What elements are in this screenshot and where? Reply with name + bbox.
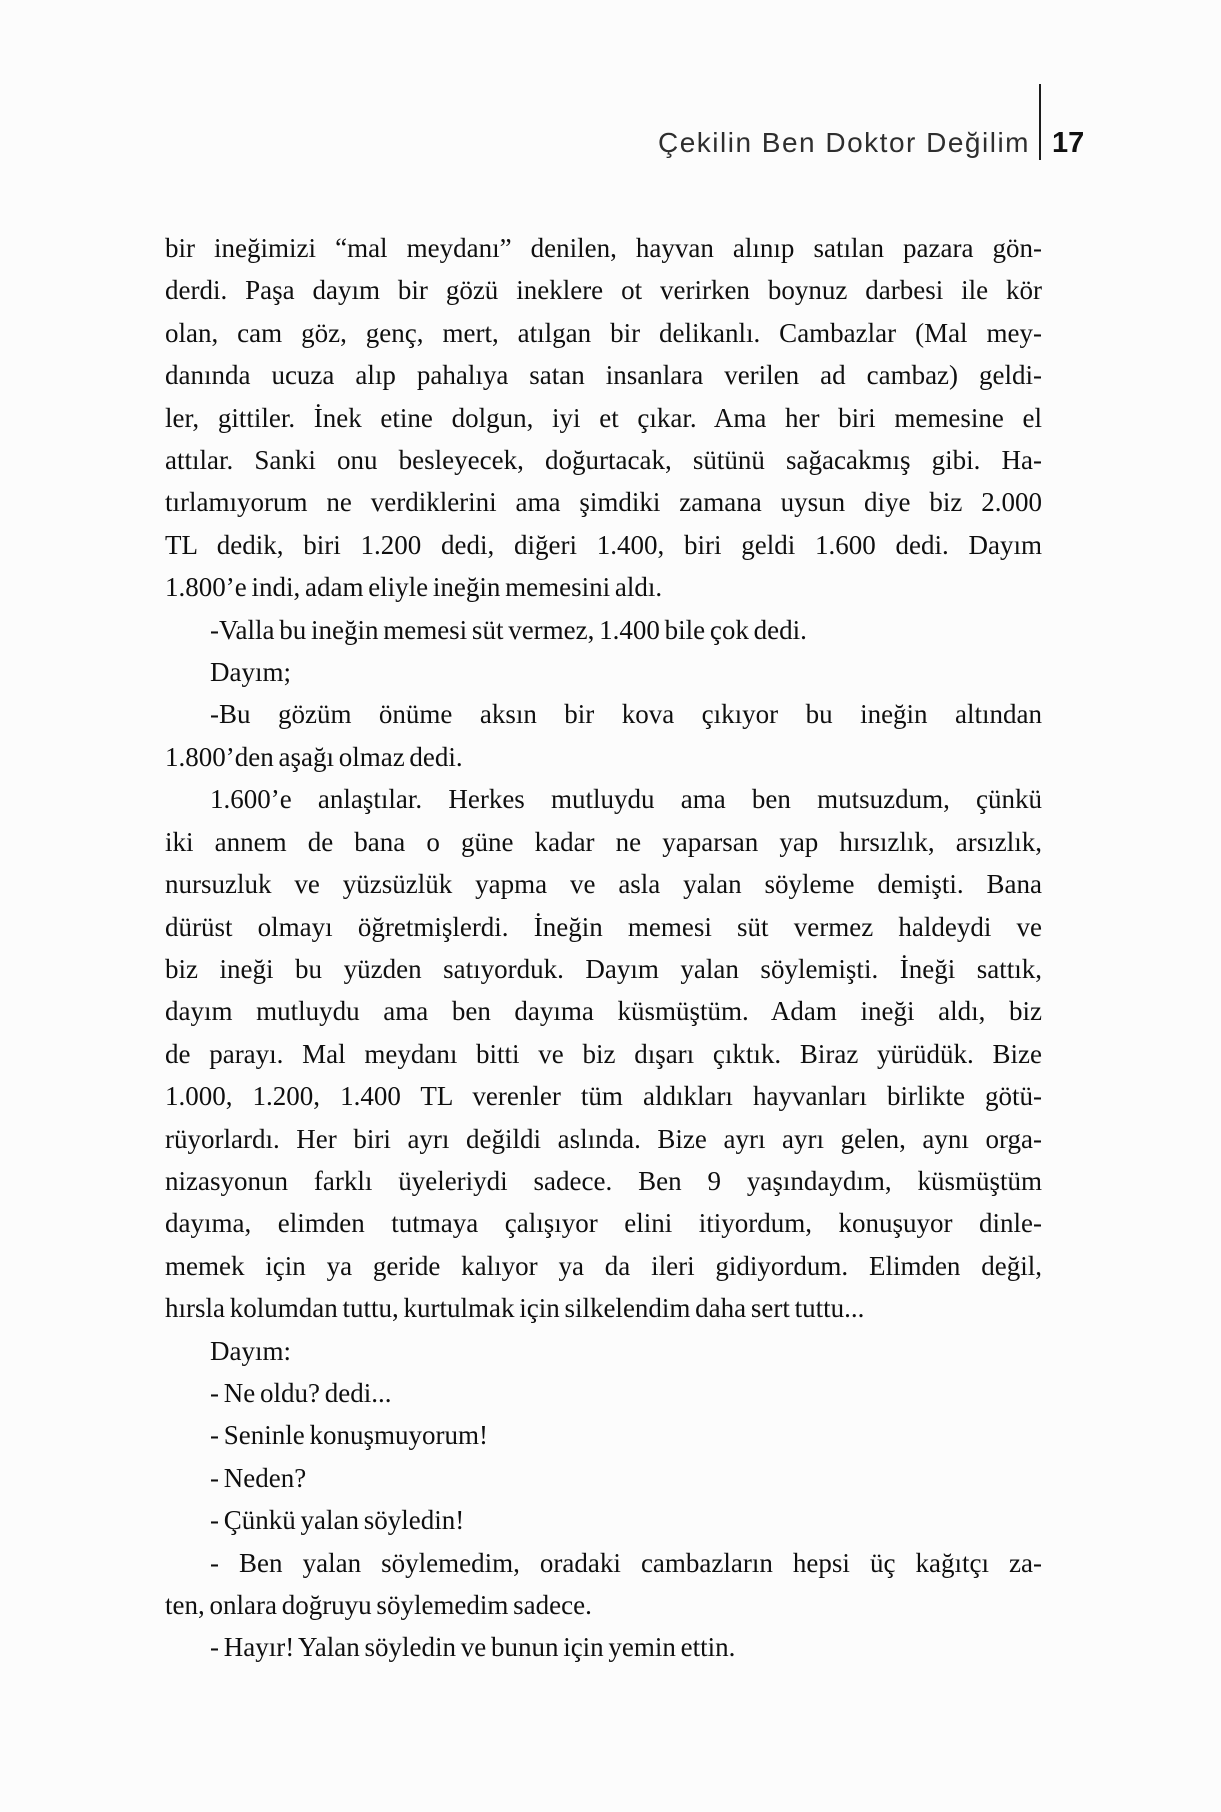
text-line: rüyorlardı. Her biri ayrı değildi aslında. Bize ayrı ayrı gelen, aynı orga- <box>165 1123 1042 1154</box>
paragraph <box>165 1542 1042 1627</box>
text-line: dayıma, elimden tutmaya çalışıyor elini itiyordum, konuşuyor dinle- <box>165 1208 1042 1239</box>
text-line: - Çünkü yalan söyledin! <box>210 1505 465 1536</box>
text-line: 1.000, 1.200, 1.400 TL verenler tüm aldıkları hayvanları birlikte götü- <box>165 1081 1042 1112</box>
text-line: iki annem de bana o güne kadar ne yaparsan yap hırsızlık, arsızlık, <box>165 826 1042 857</box>
text-line: memek için ya geride kalıyor ya da ileri gidiyordum. Elimden değil, <box>165 1250 1042 1281</box>
text-line: Dayım; <box>210 657 291 688</box>
paragraph <box>165 1330 1042 1372</box>
text-line: dayım mutluydu ama ben dayıma küsmüştüm. Adam ineği aldı, biz <box>165 996 1042 1027</box>
text-line: attılar. Sanki onu besleyecek, doğurtacak, sütünü sağacakmış gibi. Ha- <box>165 445 1042 476</box>
text-line: -Valla bu ineğin memesi süt vermez, 1.400 bile çok dedi. <box>210 614 807 645</box>
text-line: nizasyonun farklı üyeleriydi sadece. Ben 9 yaşındaydım, küsmüştüm <box>165 1165 1042 1196</box>
text-line: -Bu gözüm önüme aksın bir kova çıkıyor bu ineğin altından <box>210 699 1042 730</box>
paragraph <box>165 227 1042 609</box>
paragraph <box>165 1414 1042 1456</box>
paragraph <box>165 1372 1042 1414</box>
text-line: bir ineğimizi “mal meydanı” denilen, hayvan alınıp satılan pazara gön- <box>165 233 1042 263</box>
header-divider-line <box>1039 84 1041 160</box>
paragraph <box>165 609 1042 651</box>
text-block <box>165 227 1042 1669</box>
text-line: nursuzluk ve yüzsüzlük yapma ve asla yalan söyleme demişti. Bana <box>165 869 1042 900</box>
text-line: ler, gittiler. İnek etine dolgun, iyi et çıkar. Ama her biri memesine el <box>165 402 1042 433</box>
page-number: 17 <box>1052 127 1085 159</box>
paragraph <box>165 1457 1042 1499</box>
text-line: 1.600’e anlaştılar. Herkes mutluydu ama ben mutsuzdum, çünkü <box>210 784 1042 815</box>
text-line: hırsla kolumdan tuttu, kurtulmak için silkelendim daha sert tuttu... <box>165 1293 865 1324</box>
paragraph <box>165 1626 1042 1668</box>
text-line: olan, cam göz, genç, mert, atılgan bir delikanlı. Cambazlar (Mal mey- <box>165 317 1042 348</box>
paragraph <box>165 693 1042 778</box>
text-line: de parayı. Mal meydanı bitti ve biz dışarı çıktık. Biraz yürüdük. Bize <box>165 1038 1042 1069</box>
paragraph <box>165 778 1042 1329</box>
text-line: TL dedik, biri 1.200 dedi, diğeri 1.400, biri geldi 1.600 dedi. Dayım <box>165 529 1042 560</box>
text-line: 1.800’den aşağı olmaz dedi. <box>165 741 463 772</box>
text-line: - Hayır! Yalan söyledin ve bunun için yemin ettin. <box>210 1632 736 1663</box>
text-line: 1.800’e indi, adam eliyle ineğin memesini aldı. <box>165 572 663 603</box>
text-line: - Neden? <box>210 1462 307 1493</box>
paragraph <box>165 1499 1042 1541</box>
text-line: Dayım: <box>210 1335 291 1366</box>
text-line: - Ne oldu? dedi... <box>210 1377 392 1408</box>
running-header <box>0 0 1221 170</box>
text-line: - Ben yalan söylemedim, oradaki cambazların hepsi üç kağıtçı za- <box>210 1547 1042 1578</box>
text-line: - Seninle konuşmuyorum! <box>210 1420 488 1451</box>
text-line: dürüst olmayı öğretmişlerdi. İneğin memesi süt vermez haldeydi ve <box>165 911 1042 942</box>
text-line: biz ineği bu yüzden satıyorduk. Dayım yalan söylemişti. İneği sattık, <box>165 953 1042 984</box>
text-line: derdi. Paşa dayım bir gözü ineklere ot verirken boynuz darbesi ile kör <box>165 275 1042 306</box>
text-line: tırlamıyorum ne verdiklerini ama şimdiki zamana uysun diye biz 2.000 <box>165 487 1042 518</box>
text-line: danında ucuza alıp pahalıya satan insanlara verilen ad cambaz) geldi- <box>165 360 1042 391</box>
text-line: ten, onlara doğruyu söylemedim sadece. <box>165 1590 592 1620</box>
paragraph <box>165 651 1042 693</box>
chapter-title: Çekilin Ben Doktor Değilim <box>657 127 1030 158</box>
